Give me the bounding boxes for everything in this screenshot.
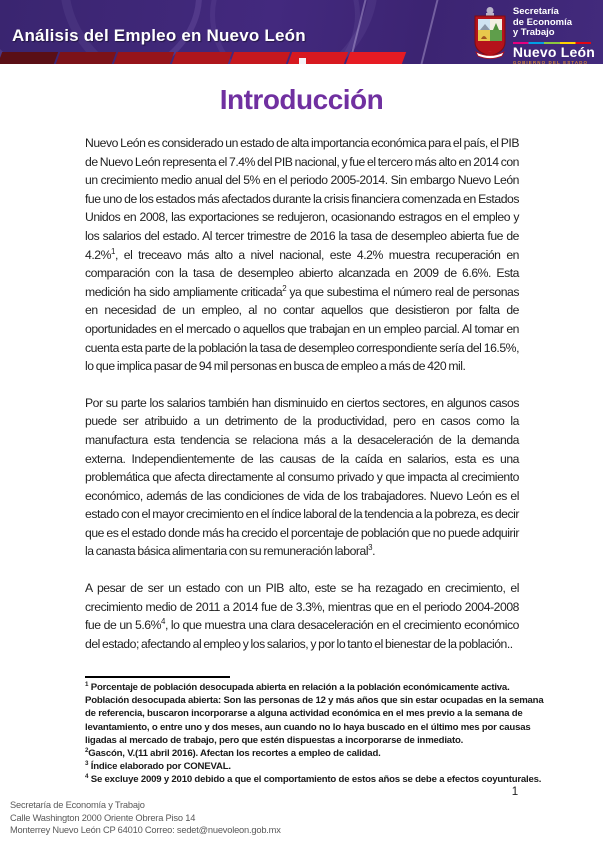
logo-government-subtitle: GOBIERNO DEL ESTADO — [512, 59, 589, 64]
footer-address — [10, 799, 281, 837]
logo-brand-name: Nuevo León — [512, 43, 595, 60]
footnote: $^2$Gascón, V.(11 abril 2016). Afectan los recortes a empleo de calidad. — [85, 746, 381, 760]
red-bar-notch — [299, 58, 306, 64]
paragraph: Por su parte los salarios también han disminuido en ciertos sectores, en algunos casos puede ser atribuido a un detrimento de la productividad, pero en casos como la manufactura esta tendencia se relaciona más a la desaceleración de la demanda externa. Independientemente de las causas de la caída en salarios, esta es una problemática que afecta directamente al consumo privado y que impacta al crecimiento económico, además de las condiciones de vida de los trabajadores. Nuevo León es el estado con el mayor crecimiento en el índice laboral de la tendencia a la pobreza, es decir que es el estado donde más ha crecido el porcentaje de población que no puede adquirir la canasta básica alimentaria con su remuneración laboral$^3$. — [85, 395, 519, 559]
header-diagonal-line — [418, 0, 440, 64]
logo-department-line: de Economía — [512, 16, 572, 28]
footnote-reference: 2 — [85, 746, 89, 754]
red-bar-segment — [230, 52, 290, 64]
footnote-reference: 4 — [160, 617, 165, 627]
footer-line: Secretaría de Economía y Trabajo — [10, 800, 145, 810]
footnote-reference: 3 — [85, 760, 89, 768]
footnote-separator — [85, 676, 230, 678]
page-number: 1 — [511, 786, 519, 798]
footer-line: Calle Washington 2000 Oriente Obrera Piso 14 — [10, 812, 196, 823]
page-title: Introducción — [219, 84, 384, 115]
red-bar-segment — [0, 52, 58, 64]
body-text — [85, 134, 519, 671]
red-bar-segment — [114, 52, 174, 64]
footnotes — [85, 681, 547, 787]
logo-department-line: y Trabajo — [512, 27, 555, 38]
footnote: $^3$ Índice elaborado por CONEVAL. — [85, 760, 231, 773]
logo-text-block — [513, 4, 595, 64]
header-banner — [0, 0, 603, 64]
report-title: Análisis del Empleo en Nuevo León — [12, 26, 306, 45]
government-logo — [473, 4, 595, 64]
footnote-reference: 1 — [85, 680, 89, 688]
red-bar-segment — [56, 52, 116, 64]
footnote-reference: 3 — [368, 543, 373, 553]
paragraph: A pesar de ser un estado con un PIB alto, este se ha rezagado en crecimiento, el crecimiento medio de 2011 a 2014 fue de 3.3%, mientras que en el periodo 2004-2008 fue de un 5.6%$^4$, lo que muestra una clara desaceleración en el crecimiento económico del estado; afectando al empleo y los salarios, y por lo tanto el bienestar de la población.. — [85, 581, 519, 651]
footnote: $^1$ Porcentaje de población desocupada abierta en relación a la población económicamente activa. Población desocupada abierta: Son las personas de 12 y más años que sin estar ocupadas en la semana de referencia, buscaron incorporarse a alguna actividad económica en el mes previo a la semana de levantamiento, o entre uno y dos meses, aun cuando no lo haya buscado en el último mes por causas ligadas al mercado de trabajo, pero que estén dispuestas a incorporarse de inmediato. — [85, 680, 544, 746]
footnote-reference: 1 — [110, 246, 115, 256]
red-bar-segment — [288, 52, 348, 64]
red-bar-segment — [172, 52, 232, 64]
coat-of-arms-icon — [473, 6, 507, 60]
red-bar-segment — [346, 52, 406, 64]
paragraph: Nuevo León es considerado un estado de alta importancia económica para el país, el PIB de Nuevo León representa el 7.4% del PIB nacional, y fue el tercero más alto en 2014 con un crecimiento medio anual del 5% en el periodo 2005-2014. Sin embargo Nuevo León fue uno de los estados más afectados durante la crisis financiera comenzada en Estados Unidos en 2008, las exportaciones se redujeron, ocasionando estragos en el empleo y los salarios del estado. Al tercer trimestre de 2016 la tasa de desempleo abierta fue de 4.2%$^1$, el treceavo más alto a nivel nacional, este 4.2% muestra recuperación en comparación con la tasa de desempleo abierto alcanzada en 2009 de 6.6%. Esta medición ha sido ampliamente criticada$^2$ ya que subestima el número real de personas en necesidad de un empleo, al no contar aquellos que desistieron por falta de oportunidades en el mercado o aquellos que trabajan en un empleo parcial. Al tomar en cuenta esta parte de la población la tasa de desempleo correspondiente sería del 16.5%, lo que implica pasar de 94 mil personas en busca de empleo a más de 420 mil. — [85, 136, 519, 374]
logo-department-line: Secretaría — [512, 6, 559, 17]
footer-line: Monterrey Nuevo León CP 64010 Correo: sedet@nuevoleon.gob.mx — [10, 825, 281, 835]
footnote: $^4$ Se excluye 2009 y 2010 debido a que el comportamiento de estos años se debe a efectos coyunturales. — [85, 773, 542, 786]
red-accent-bar — [0, 52, 406, 64]
footnote-reference: 2 — [282, 283, 287, 293]
footnote-reference: 4 — [85, 773, 89, 781]
